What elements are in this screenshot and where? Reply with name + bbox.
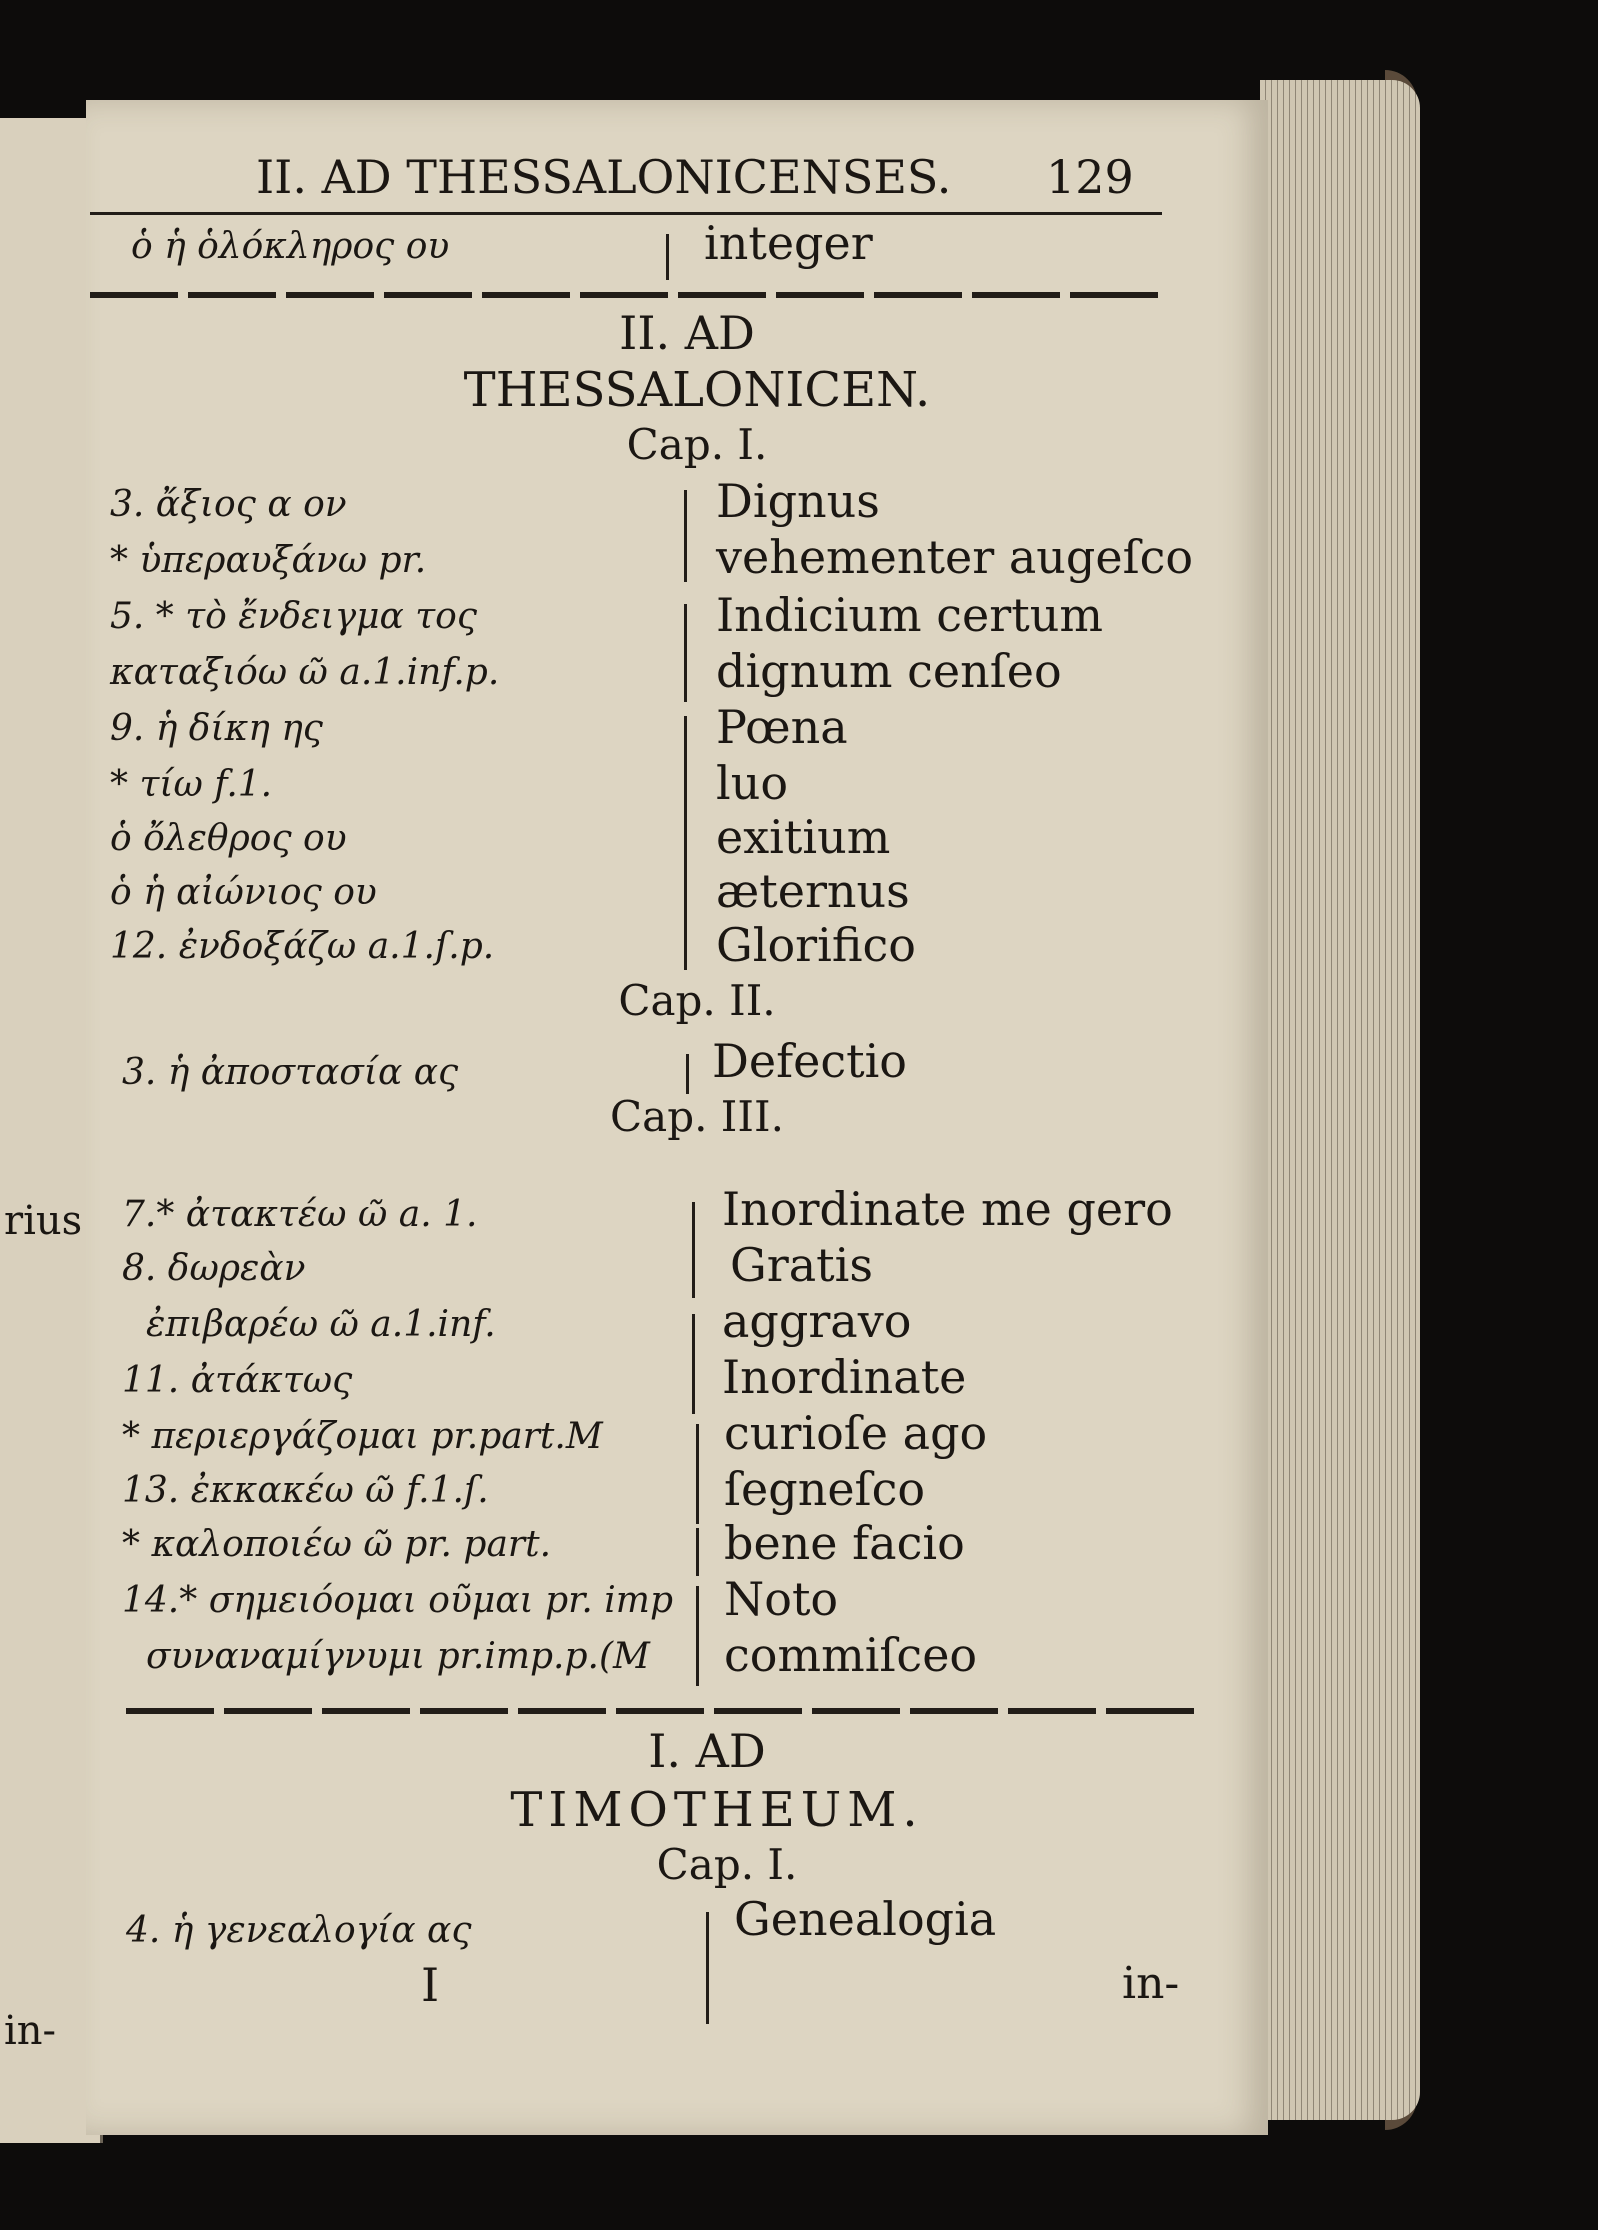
section-divider [126,1708,1198,1714]
greek-term: * ὑπεραυξάνω pr. [110,540,427,581]
left-page-fragment: rius [4,1198,83,1244]
latin-gloss: aggravo [722,1294,912,1348]
latin-gloss: integer [704,216,873,270]
greek-term: καταξιόω ῶ a.1.inf.p. [110,652,500,693]
greek-term: 7.* ἀτακτέω ῶ a. 1. [122,1194,478,1235]
greek-term: 3. ἡ ἀποστασία ας [122,1052,459,1093]
latin-gloss: æternus [716,864,910,918]
header-rule [90,212,1162,215]
greek-term: 4. ἡ γενεαλογία ας [126,1910,472,1951]
chapter-heading: Cap. III. [610,1092,784,1141]
book-title-line1: I. AD [648,1724,766,1778]
latin-gloss: exitium [716,810,891,864]
latin-gloss: curioſe ago [724,1406,988,1460]
page [86,100,1268,2135]
latin-gloss: Noto [724,1572,839,1626]
latin-gloss: Inordinate me gero [722,1182,1173,1236]
greek-term: 11. ἀτάκτως [122,1360,353,1401]
latin-gloss: Gratis [730,1238,873,1292]
greek-term: 8. δωρεὰν [122,1248,306,1289]
greek-term: ὁ ἡ ὁλόκληρος ου [131,226,450,267]
running-title: II. AD THESSALONICENSES. [256,150,952,204]
column-bar [692,1314,695,1414]
latin-gloss: Dignus [716,474,880,528]
latin-gloss: Indicium certum [716,588,1104,642]
column-bar [706,1912,709,2024]
latin-gloss: Inordinate [722,1350,967,1404]
column-bar [696,1586,699,1686]
greek-term: ὁ ὄλεθρος ου [110,818,347,859]
section-divider [90,292,1162,298]
left-page-fragment: in- [4,2008,57,2054]
greek-term: ὁ ἡ αἰώνιος ου [110,872,377,913]
signature-mark: I [421,1958,440,2012]
column-bar [684,716,687,970]
chapter-heading: Cap. I. [626,420,768,469]
latin-gloss: Pœna [716,700,848,754]
column-bar [684,490,687,582]
column-bar [684,604,687,702]
greek-term: 5. * τὸ ἔνδειγμα τος [110,596,477,637]
latin-gloss: Genealogia [734,1892,997,1946]
book-title-line2: THESSALONICEN. [463,362,931,418]
column-bar [686,1054,689,1094]
greek-term: 12. ἐνδοξάζω a.1.ſ.p. [110,926,495,967]
chapter-heading: Cap. II. [618,976,776,1025]
latin-gloss: dignum cenſeo [716,644,1062,698]
greek-term: 9. ἡ δίκη ης [110,708,323,749]
latin-gloss: ſegneſco [724,1462,926,1516]
column-bar [692,1202,695,1298]
catchword: in- [1122,1958,1180,2009]
greek-term: * περιεργάζομαι pr.part.M [122,1416,603,1457]
chapter-heading: Cap. I. [656,1840,798,1889]
latin-gloss: bene facio [724,1516,965,1570]
greek-term: 13. ἐκκακέω ῶ f.1.ſ. [122,1470,489,1511]
latin-gloss: Glorifico [716,918,916,972]
column-bar [696,1528,699,1576]
greek-term: 14.* σημειόομαι οῦμαι pr. imp [122,1580,673,1621]
page-number: 129 [1046,150,1134,204]
column-bar [666,234,669,280]
greek-term: 3. ἄξιος α ον [110,484,347,525]
latin-gloss: luo [716,756,789,810]
book-title-line1: II. AD [619,306,755,360]
greek-term: * καλοποιέω ῶ pr. part. [122,1524,552,1565]
book-title-line2: TIMOTHEUM. [510,1782,924,1838]
latin-gloss: Defectio [712,1034,908,1088]
greek-term: συναναμίγνυμι pr.imp.p.(M [146,1636,650,1677]
greek-term: * τίω f.1. [110,764,273,805]
latin-gloss: vehementer augeſco [716,530,1194,584]
greek-term: ἐπιβαρέω ῶ a.1.inf. [146,1304,496,1345]
latin-gloss: commiſceo [724,1628,978,1682]
column-bar [696,1424,699,1524]
